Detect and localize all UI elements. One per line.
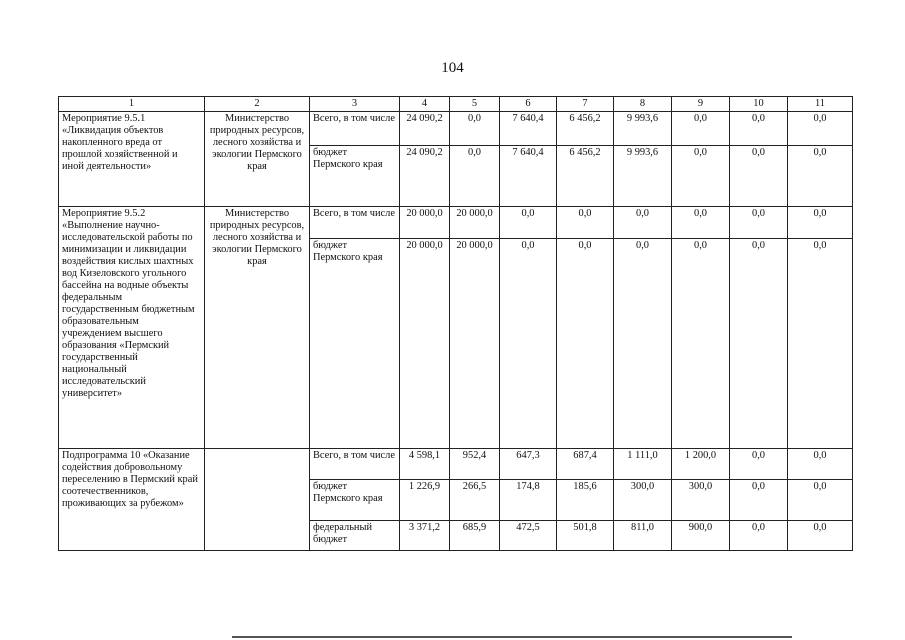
- page-number: 104: [441, 60, 464, 76]
- value-cell: 300,0: [672, 480, 730, 521]
- value-cell: 900,0: [672, 521, 730, 551]
- value-cell: 1 226,9: [400, 480, 450, 521]
- value-cell: 647,3: [500, 449, 557, 480]
- funding-source: бюджет Пермского края: [310, 480, 400, 521]
- value-cell: 24 090,2: [400, 112, 450, 146]
- value-cell: 0,0: [788, 480, 853, 521]
- value-cell: 266,5: [450, 480, 500, 521]
- value-cell: 300,0: [614, 480, 672, 521]
- measure-name: Мероприятие 9.5.1 «Ликвидация объектов накопленного вреда от прошлой хозяйственной и иной деятельности»: [59, 112, 205, 207]
- responsible-organization: Министерство природных ресурсов, лесного хозяйства и экологии Пермского края: [205, 207, 310, 449]
- value-cell: 174,8: [500, 480, 557, 521]
- value-cell: 1 200,0: [672, 449, 730, 480]
- value-cell: 501,8: [557, 521, 614, 551]
- funding-source: Всего, в том числе: [310, 449, 400, 480]
- value-cell: 0,0: [672, 146, 730, 207]
- value-cell: 0,0: [730, 480, 788, 521]
- value-cell: 0,0: [788, 207, 853, 239]
- scan-edge-line: [232, 636, 792, 638]
- column-header: 5: [450, 97, 500, 112]
- value-cell: 0,0: [614, 207, 672, 239]
- column-header: 3: [310, 97, 400, 112]
- table-row: [59, 207, 853, 239]
- value-cell: 6 456,2: [557, 146, 614, 207]
- value-cell: 0,0: [788, 112, 853, 146]
- value-cell: 6 456,2: [557, 112, 614, 146]
- value-cell: 3 371,2: [400, 521, 450, 551]
- budget-table: [58, 96, 853, 551]
- value-cell: 811,0: [614, 521, 672, 551]
- value-cell: 20 000,0: [400, 207, 450, 239]
- value-cell: 0,0: [557, 239, 614, 449]
- table-row: [59, 449, 853, 480]
- column-header: 10: [730, 97, 788, 112]
- value-cell: 7 640,4: [500, 146, 557, 207]
- value-cell: 24 090,2: [400, 146, 450, 207]
- column-header: 6: [500, 97, 557, 112]
- value-cell: 952,4: [450, 449, 500, 480]
- column-header: 7: [557, 97, 614, 112]
- value-cell: 185,6: [557, 480, 614, 521]
- value-cell: 20 000,0: [450, 207, 500, 239]
- value-cell: 9 993,6: [614, 112, 672, 146]
- value-cell: 472,5: [500, 521, 557, 551]
- value-cell: 0,0: [730, 207, 788, 239]
- value-cell: 0,0: [672, 239, 730, 449]
- value-cell: 0,0: [557, 207, 614, 239]
- value-cell: 20 000,0: [450, 239, 500, 449]
- value-cell: 0,0: [730, 239, 788, 449]
- column-header: 8: [614, 97, 672, 112]
- measure-name: Мероприятие 9.5.2 «Выполнение научно-исследовательской работы по минимизации и ликвидации воздействия кислых шахтных вод Кизеловского угольного бассейна на водные объекты федеральным государственным бюджетным образовательным учреждением высшего образования «Пермский государственный национальный исследовательский университет»: [59, 207, 205, 449]
- funding-source: бюджет Пермского края: [310, 239, 400, 449]
- value-cell: 20 000,0: [400, 239, 450, 449]
- table-row: [59, 112, 853, 146]
- value-cell: 7 640,4: [500, 112, 557, 146]
- value-cell: 0,0: [614, 239, 672, 449]
- value-cell: 1 111,0: [614, 449, 672, 480]
- value-cell: 685,9: [450, 521, 500, 551]
- value-cell: 0,0: [450, 112, 500, 146]
- subprogram-name: Подпрограмма 10 «Оказание содействия добровольному переселению в Пермский край соотечественников, проживающих за рубежом»: [59, 449, 205, 551]
- column-header: 11: [788, 97, 853, 112]
- value-cell: 0,0: [500, 207, 557, 239]
- value-cell: 0,0: [730, 521, 788, 551]
- value-cell: 0,0: [730, 146, 788, 207]
- value-cell: 0,0: [788, 449, 853, 480]
- value-cell: 9 993,6: [614, 146, 672, 207]
- funding-source: федеральный бюджет: [310, 521, 400, 551]
- value-cell: 0,0: [788, 146, 853, 207]
- responsible-organization: [205, 449, 310, 551]
- column-header: 2: [205, 97, 310, 112]
- column-header: 1: [59, 97, 205, 112]
- value-cell: 0,0: [672, 112, 730, 146]
- value-cell: 0,0: [672, 207, 730, 239]
- value-cell: 0,0: [450, 146, 500, 207]
- value-cell: 4 598,1: [400, 449, 450, 480]
- value-cell: 0,0: [730, 112, 788, 146]
- header-row: [59, 97, 853, 112]
- funding-source: Всего, в том числе: [310, 112, 400, 146]
- funding-source: бюджет Пермского края: [310, 146, 400, 207]
- value-cell: 687,4: [557, 449, 614, 480]
- responsible-organization: Министерство природных ресурсов, лесного хозяйства и экологии Пермского края: [205, 112, 310, 207]
- funding-source: Всего, в том числе: [310, 207, 400, 239]
- value-cell: 0,0: [788, 521, 853, 551]
- value-cell: 0,0: [730, 449, 788, 480]
- value-cell: 0,0: [500, 239, 557, 449]
- value-cell: 0,0: [788, 239, 853, 449]
- column-header: 9: [672, 97, 730, 112]
- column-header: 4: [400, 97, 450, 112]
